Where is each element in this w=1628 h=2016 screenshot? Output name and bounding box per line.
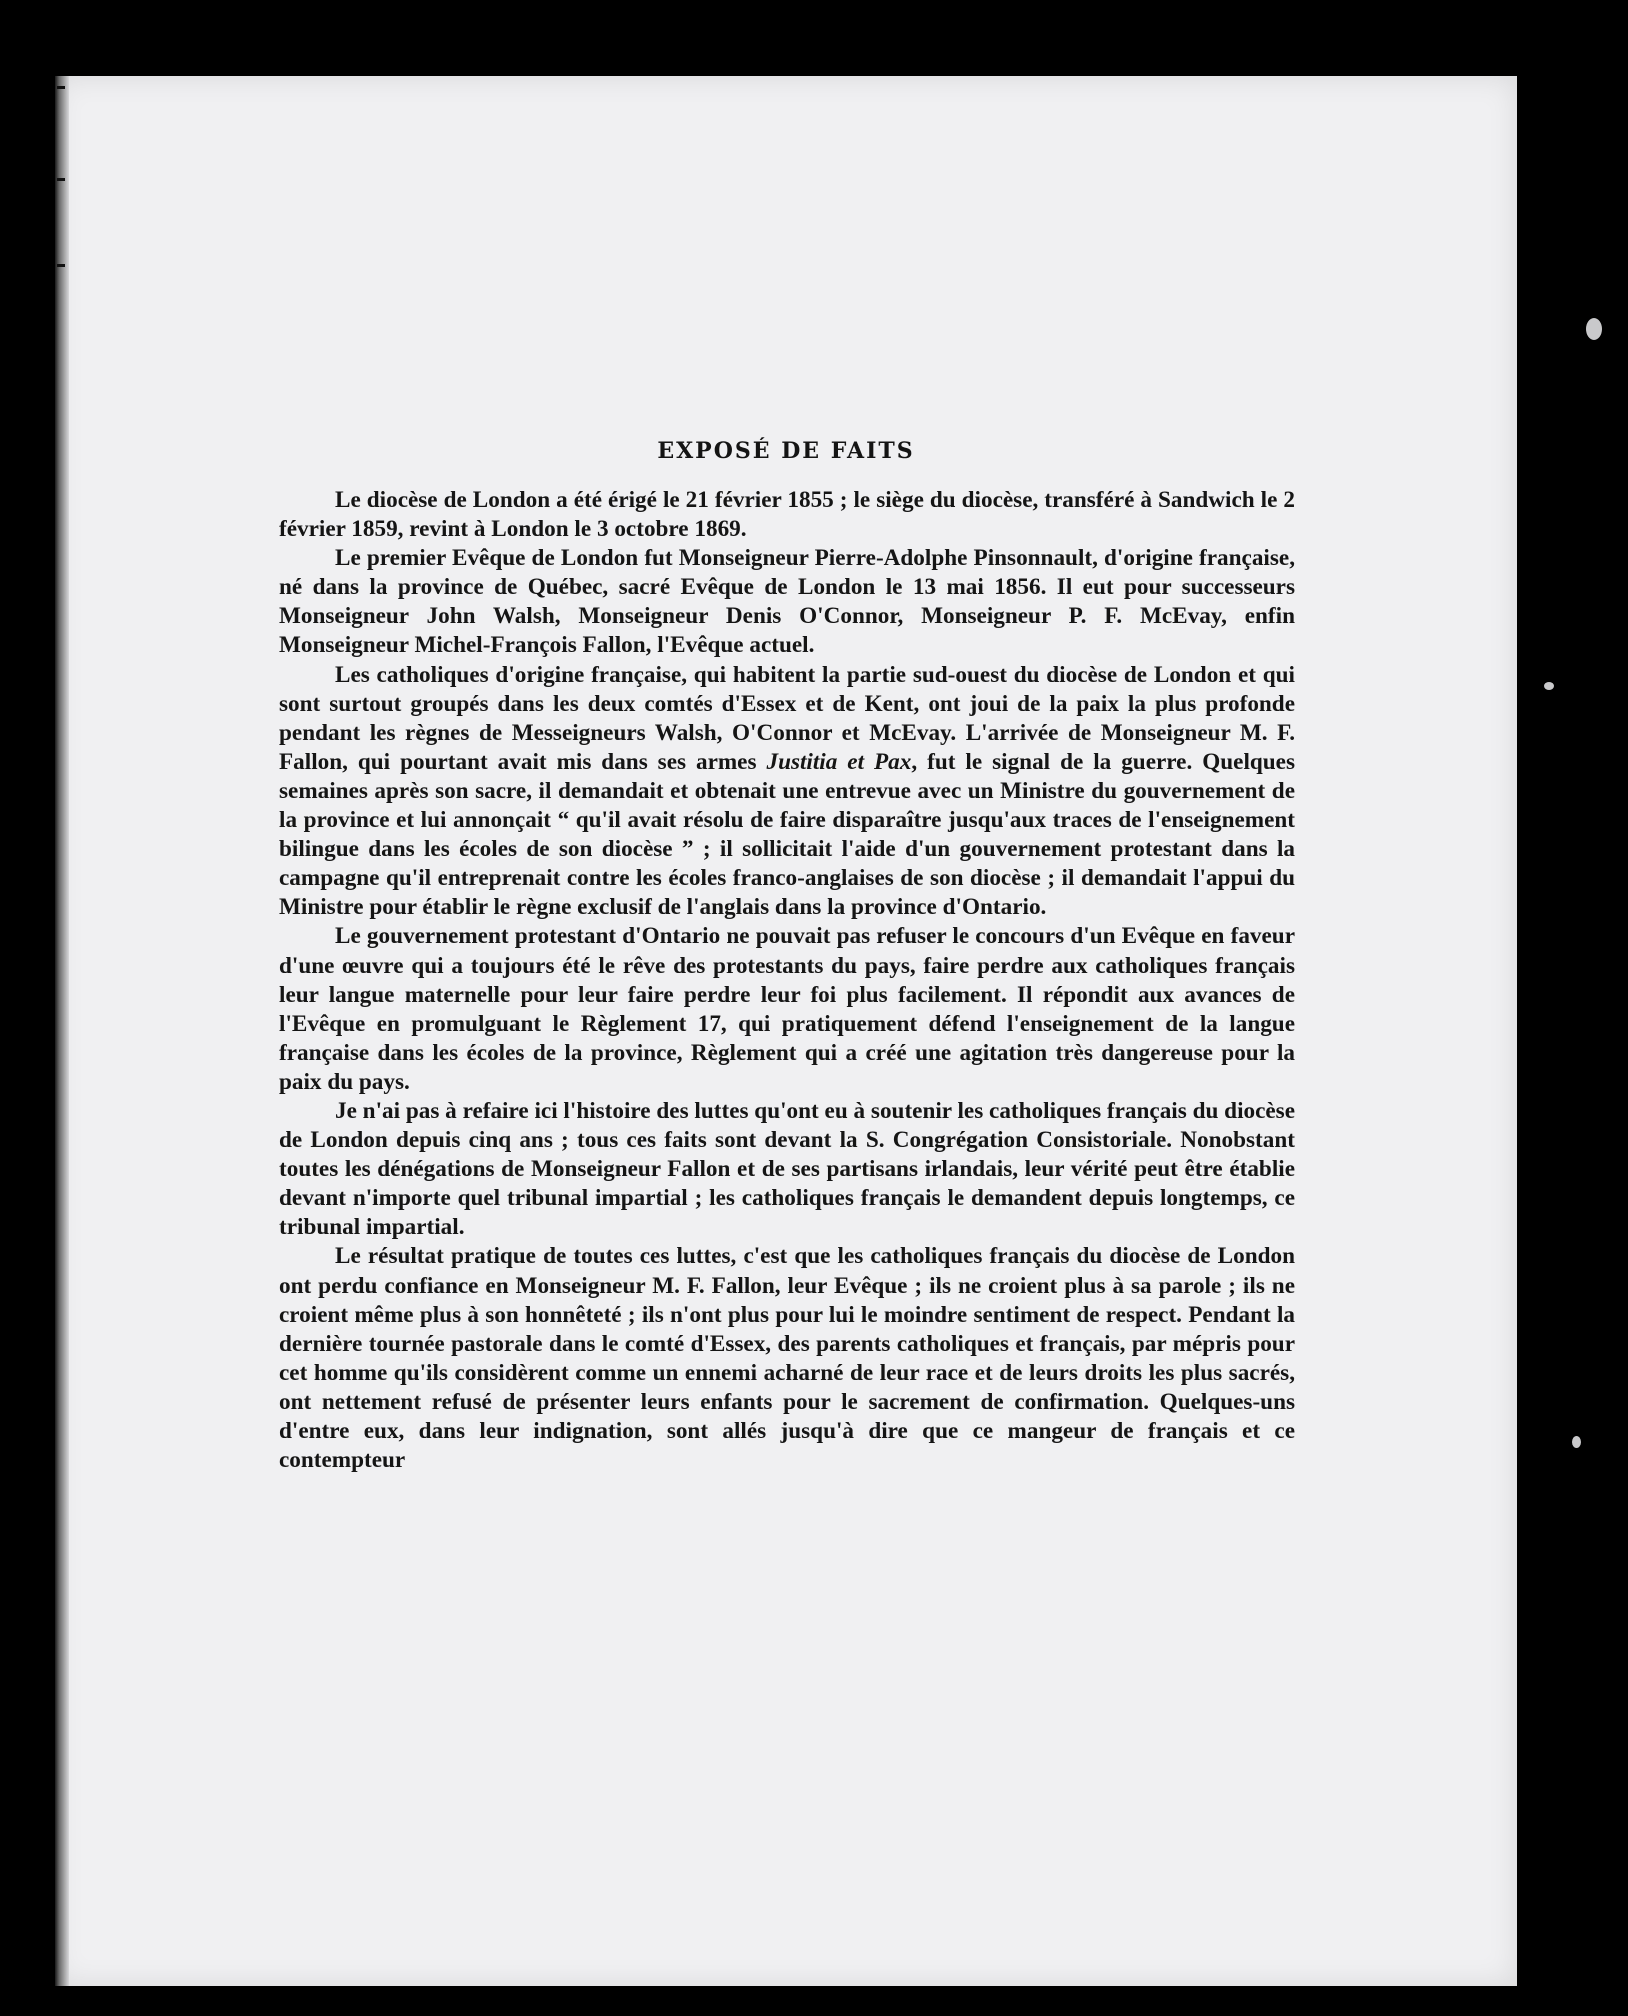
page-gutter [55, 76, 69, 1986]
paragraph-text: Je n'ai pas à refaire ici l'histoire des luttes qu'ont eu à soutenir les catholiques français du diocèse de London depuis cinq ans ; tous ces faits sont devant la S. Congrégation Consistoriale. Nonobstant toutes les dénégations de Monseigneur Fallon et de ses partisans irlandais, leur vérité peut être établie devant n'importe quel tribunal impartial ; les catholiques français le demandent depuis longtemps, ce tribunal impartial. [279, 1097, 1295, 1241]
scan-speck [1586, 318, 1602, 340]
paragraph-text: Les catholiques d'origine française, qui habitent la partie sud-ouest du diocèse de London et qui sont surtout groupés dans les deux comtés d'Essex et de Kent, ont joui de la paix la plus profonde pendant les règnes de Messeigneurs Walsh, O'Connor et McEvay. L'arrivée de Monseigneur M. F. Fallon, qui pourtant avait mis dans ses armes [279, 661, 1295, 775]
paragraph-text: Le résultat pratique de toutes ces luttes, c'est que les catholiques français du diocèse de London ont perdu confiance en Monseigneur M. F. Fallon, leur Evêque ; ils ne croient plus à sa parole ; ils ne croient même plus à son honnêteté ; ils n'ont plus pour lui le moindre sentiment de respect. Pendant la dernière tournée pastorale dans le comté d'Essex, des parents catholiques et français, par mépris pour cet homme qu'ils considèrent comme un ennemi acharné de leur race et de leurs droits les plus sacrés, ont nettement refusé de présenter leurs enfants pour le sacrement de confirmation. Quelques-uns d'entre eux, dans leur indignation, sont allés jusqu'à dire que ce mangeur de français et ce contempteur [279, 1243, 1295, 1474]
paragraph-text: , fut le signal de la guerre. Quelques semaines après son sacre, il demandait et obtenait une entrevue avec un Ministre du gouvernement de la province et lui annonçait “ qu'il avait résolu de faire disparaître jusqu'aux traces de l'enseignement bilingue dans les écoles de son diocèse ” ; il sollicitait l'aide d'un gouvernement protestant dans la campagne qu'il entreprenait contre les écoles franco-anglaises de son diocèse ; il demandait l'appui du Ministre pour établir le règne exclusif de l'anglais dans la province d'Ontario. [279, 748, 1295, 921]
paragraph-text: Le premier Evêque de London fut Monseigneur Pierre-Adolphe Pinsonnault, d'origine française, né dans la province de Québec, sacré Evêque de London le 13 mai 1856. Il eut pour successeurs Monseigneur John Walsh, Monseigneur Denis O'Connor, Monseigneur P. F. McEvay, enfin Monseigneur Michel-François Fallon, l'Evêque actuel. [279, 545, 1295, 659]
gutter-mark [57, 264, 65, 267]
paragraph [279, 922, 1295, 1097]
paragraph [279, 1242, 1295, 1475]
gutter-mark [57, 178, 65, 181]
page-title: EXPOSÉ DE FAITS [657, 438, 915, 464]
scan-speck [1544, 682, 1554, 690]
paragraph [279, 544, 1295, 660]
scan-speck [1572, 1436, 1581, 1448]
paragraph-text: Le gouvernement protestant d'Ontario ne pouvait pas refuser le concours d'un Evêque en faveur d'une œuvre qui a toujours été le rêve des protestants du pays, faire perdre aux catholiques français leur langue maternelle pour leur faire perdre leur foi plus facilement. Il répondit aux avances de l'Evêque en promulguant le Règlement 17, qui pratiquement défend l'enseignement de la langue française dans les écoles de la province, Règlement qui a créé une agitation très dangereuse pour la paix du pays. [279, 923, 1295, 1095]
body-text [279, 486, 1295, 1475]
paragraph [279, 486, 1295, 544]
paragraph [279, 661, 1295, 923]
document-page [55, 76, 1517, 1986]
motto-text: Justitia et Pax [766, 748, 912, 775]
paragraph [279, 1097, 1295, 1242]
gutter-mark [57, 86, 65, 89]
paragraph-text: Le diocèse de London a été érigé le 21 février 1855 ; le siège du diocèse, transféré à Sandwich le 2 février 1859, revint à London le 3 octobre 1869. [279, 487, 1295, 543]
